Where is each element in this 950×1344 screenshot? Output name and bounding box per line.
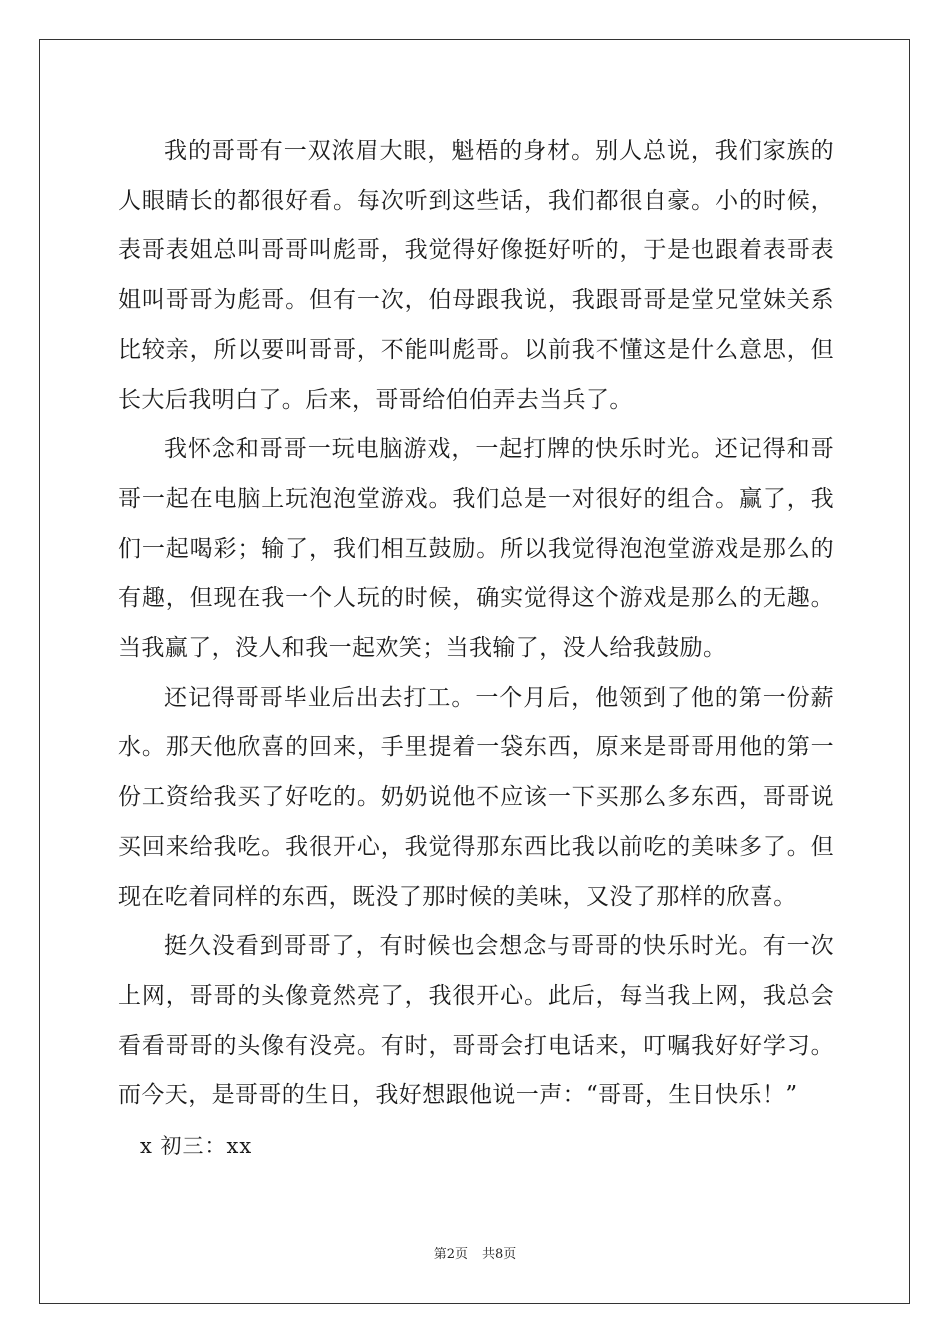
current-page-number: 第2页 — [433, 1247, 468, 1262]
author-line: x 初三：xx — [140, 1134, 253, 1158]
total-page-count: 共8页 — [482, 1247, 517, 1262]
paragraph-1: 我的哥哥有一双浓眉大眼，魁梧的身材。别人总说，我们家族的人眼睛长的都很好看。每次听到这些话，我们都很自豪。小的时候，表哥表姐总叫哥哥叫彪哥，我觉得好像挺好听的，于是也跟着表哥表姐叫哥哥为彪哥。但有一次，伯母跟我说，我跟哥哥是堂兄堂妹关系比较亲，所以要叫哥哥，不能叫彪哥。以前我不懂这是什么意思，但长大后我明白了。后来，哥哥给伯伯弄去当兵了。 — [118, 138, 834, 413]
paragraph-4: 挺久没看到哥哥了，有时候也会想念与哥哥的快乐时光。有一次上网，哥哥的头像竟然亮了，我很开心。此后，每当我上网，我总会看看哥哥的头像有没亮。有时，哥哥会打电话来，叮嘱我好好学习。而今天，是哥哥的生日，我好想跟他说一声：“哥哥，生日快乐！” — [118, 933, 834, 1109]
page-footer — [0, 1245, 950, 1265]
paragraph-3: 还记得哥哥毕业后出去打工。一个月后，他领到了他的第一份薪水。那天他欣喜的回来，手里提着一袋东西，原来是哥哥用他的第一份工资给我买了好吃的。奶奶说他不应该一下买那么多东西，哥哥说买回来给我吃。我很开心，我觉得那东西比我以前吃的美味多了。但现在吃着同样的东西，既没了那时候的美味，又没了那样的欣喜。 — [118, 684, 834, 910]
paragraph-2: 我怀念和哥哥一玩电脑游戏，一起打牌的快乐时光。还记得和哥哥一起在电脑上玩泡泡堂游戏。我们总是一对很好的组合。赢了，我们一起喝彩；输了，我们相互鼓励。所以我觉得泡泡堂游戏是那么的有趣，但现在我一个人玩的时候，确实觉得这个游戏是那么的无趣。当我赢了，没人和我一起欢笑；当我输了，没人给我鼓励。 — [118, 436, 834, 662]
document-body — [118, 127, 834, 1121]
